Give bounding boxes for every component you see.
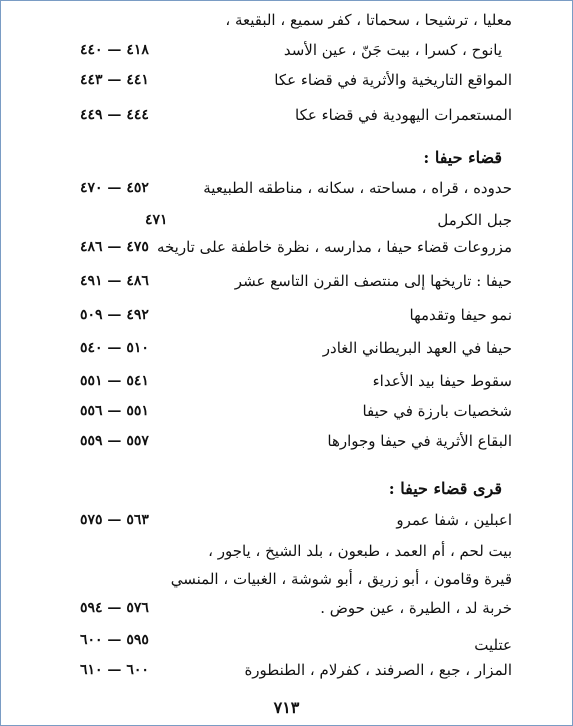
toc-pages-6: ٤٥٢ — ٤٧٠ xyxy=(80,180,149,196)
toc-line-8 xyxy=(80,234,512,260)
toc-text-20: عتليت xyxy=(474,636,512,654)
toc-line-7 xyxy=(80,207,512,233)
toc-pages-9: ٤٨٦ — ٤٩١ xyxy=(80,273,149,289)
toc-pages-8: ٤٧٥ — ٤٨٦ xyxy=(80,239,149,255)
toc-pages-2: ٤١٨ — ٤٤٠ xyxy=(80,42,149,58)
toc-pages-14: ٥٥٧ — ٥٥٩ xyxy=(80,433,149,449)
toc-pages-12: ٥٤١ — ٥٥١ xyxy=(80,373,149,389)
toc-text-13: شخصيات بارزة في حيفا xyxy=(362,402,512,420)
heading-haifa-villages: قرى قضاء حيفا : xyxy=(388,478,502,498)
toc-text-17: بيت لحم ، أم العمد ، طبعون ، بلد الشيخ ، ياجور ، xyxy=(208,542,512,560)
toc-line-21 xyxy=(80,657,512,683)
toc-line-2 xyxy=(80,37,512,63)
toc-text-19: خربة لد ، الطيرة ، عين حوض . xyxy=(320,599,512,617)
toc-pages-4: ٤٤٤ — ٤٤٩ xyxy=(80,107,149,123)
toc-line-10 xyxy=(80,302,512,328)
toc-line-17 xyxy=(80,538,512,564)
toc-text-21: المزار ، جبع ، الصرفند ، كفرلام ، الطنطورة xyxy=(244,661,512,679)
toc-line-11 xyxy=(80,335,512,361)
toc-line-20 xyxy=(80,627,512,653)
toc-pages-7: ٤٧١ xyxy=(145,212,168,228)
toc-text-1: معليا ، ترشيحا ، سحماتا ، كفر سميع ، البقيعة ، xyxy=(225,11,512,29)
toc-line-3 xyxy=(80,67,512,93)
section-heading-haifa xyxy=(80,144,512,170)
toc-pages-20: ٥٩٥ — ٦٠٠ xyxy=(80,632,149,648)
toc-line-19 xyxy=(80,595,512,621)
toc-line-14 xyxy=(80,428,512,454)
toc-text-4: المستعمرات اليهودية في قضاء عكا xyxy=(295,106,512,124)
toc-pages-11: ٥١٠ — ٥٤٠ xyxy=(80,340,149,356)
toc-text-12: سقوط حيفا بيد الأعداء xyxy=(372,372,512,390)
toc-text-16: اعبلين ، شفا عمرو xyxy=(396,511,512,529)
toc-line-4 xyxy=(80,102,512,128)
toc-text-8: مزروعات قضاء حيفا ، مدارسه ، نظرة خاطفة على تاريخه xyxy=(156,238,512,256)
toc-text-18: قيرة وقامون ، أبو زريق ، أبو شوشة ، الغبيات ، المنسي xyxy=(170,570,512,588)
toc-text-7: جبل الكرمل xyxy=(437,211,512,229)
toc-line-18 xyxy=(80,566,512,592)
heading-haifa-district: قضاء حيفا : xyxy=(423,147,502,167)
toc-text-10: نمو حيفا وتقدمها xyxy=(409,306,512,324)
toc-line-1 xyxy=(80,7,512,33)
toc-pages-16: ٥٦٣ — ٥٧٥ xyxy=(80,512,149,528)
section-heading-haifa-villages xyxy=(80,475,512,501)
page-number: ٧١٣ xyxy=(273,698,300,717)
toc-text-14: البقاع الأثرية في حيفا وجوارها xyxy=(327,432,512,450)
toc-text-9: حيفا : تاريخها إلى منتصف القرن التاسع عشر xyxy=(234,272,512,290)
toc-line-9 xyxy=(80,268,512,294)
toc-line-13 xyxy=(80,398,512,424)
toc-pages-10: ٤٩٢ — ٥٠٩ xyxy=(80,307,149,323)
toc-text-6: حدوده ، قراه ، مساحته ، سكانه ، مناطقه الطبيعية xyxy=(203,179,512,197)
toc-text-3: المواقع التاريخية والأثرية في قضاء عكا xyxy=(274,71,512,89)
toc-text-2: يانوح ، كسرا ، بيت جَنّ ، عين الأسد xyxy=(283,41,502,59)
toc-line-16 xyxy=(80,507,512,533)
toc-pages-13: ٥٥١ — ٥٥٦ xyxy=(80,403,149,419)
toc-text-11: حيفا في العهد البريطاني الغادر xyxy=(322,339,512,357)
toc-pages-21: ٦٠٠ — ٦١٠ xyxy=(80,662,149,678)
toc-pages-19: ٥٧٦ — ٥٩٤ xyxy=(80,600,149,616)
toc-line-6 xyxy=(80,175,512,201)
toc-line-12 xyxy=(80,368,512,394)
toc-pages-3: ٤٤١ — ٤٤٣ xyxy=(80,72,149,88)
